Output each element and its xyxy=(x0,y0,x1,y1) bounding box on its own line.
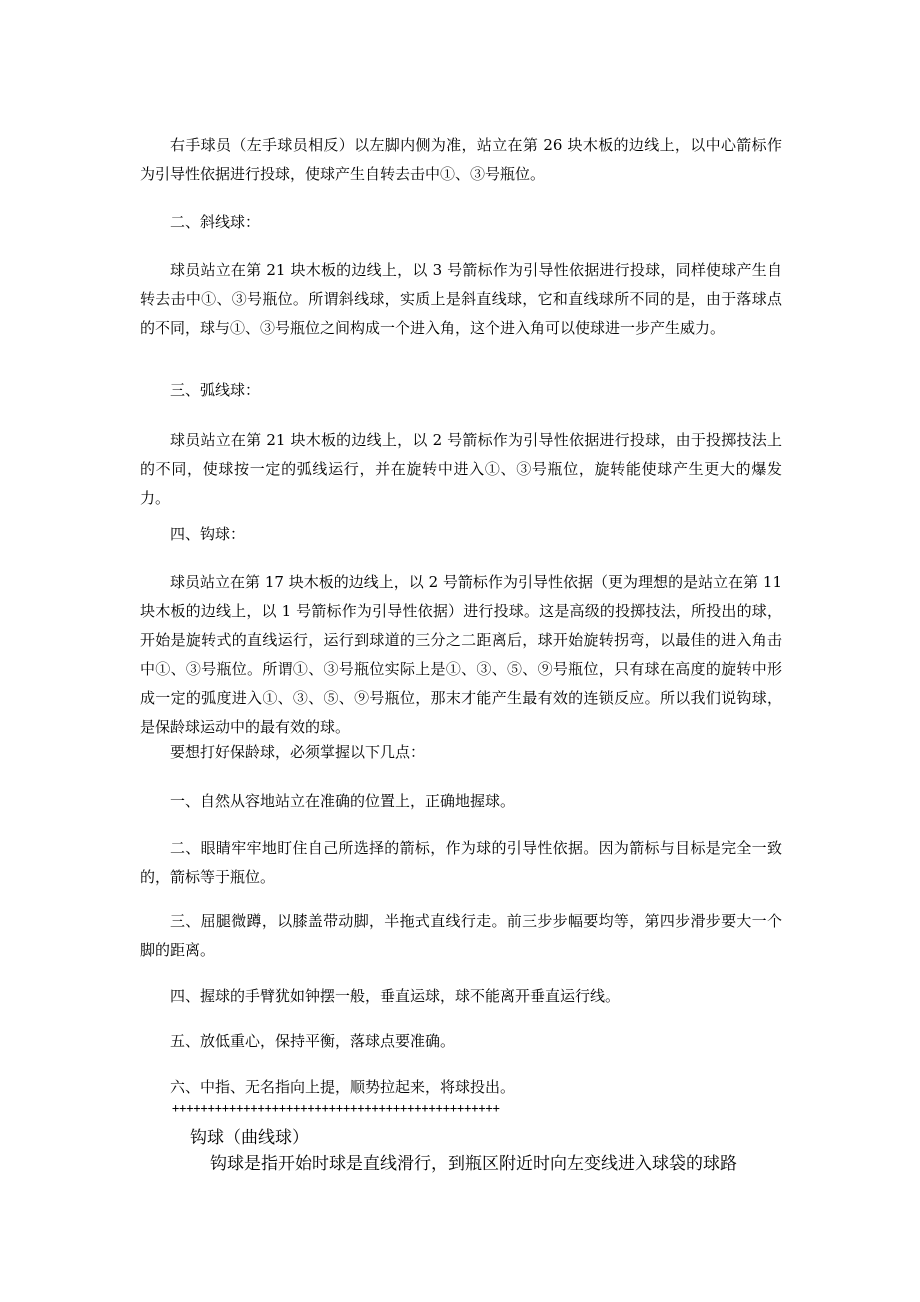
paragraph-diagonal-ball: 球员站立在第 21 块木板的边线上，以 3 号箭标作为引导性依据进行投球，同样使球产生自转去击中①、③号瓶位。所谓斜线球，实质上是斜直线球，它和直线球所不同的是，由于落球点的不同，球与①、③号瓶位之间构成一个进入角，这个进入角可以使球进一步产生威力。 xyxy=(140,261,782,337)
point-five: 五、放低重心，保持平衡，落球点要准确。 xyxy=(170,1032,456,1050)
section-title-hook: 钩球（曲线球） xyxy=(190,1128,309,1148)
paragraph-straight-ball: 右手球员（左手球员相反）以左脚内侧为准，站立在第 26 块木板的边线上，以中心箭标作为引导性依据进行投球，使球产生自转去击中①、③号瓶位。 xyxy=(140,136,782,183)
separator-line: ++++++++++++++++++++++++++++++++++++++++++++++ xyxy=(172,1101,500,1115)
point-six: 六、中指、无名指向上提，顺势拉起来，将球投出。 xyxy=(170,1078,516,1096)
section-body-hook: 钩球是指开始时球是直线滑行，到瓶区附近时向左变线进入球袋的球路 xyxy=(210,1154,737,1174)
paragraph-hook-ball: 球员站立在第 17 块木板的边线上，以 2 号箭标作为引导性依据（更为理想的是站立在第 11 块木板的边线上，以 1 号箭标作为引导性依据）进行投球。这是高级的投掷技法，所投出的球，开始是旋转式的直线运行，运行到球道的三分之二距离后，球开始旋转拐弯，以最佳的进入角击中①、③号瓶位。所谓①、③号瓶位实际上是①、③、⑤、⑨号瓶位，只有球在高度的旋转中形成一定的弧度进入①、③、⑤、⑨号瓶位，那末才能产生最有效的连锁反应。所以我们说钩球，是保龄球运动中的最有效的球。 xyxy=(140,573,782,736)
heading-key-points: 要想打好保龄球，必须掌握以下几点： xyxy=(170,743,426,761)
point-three: 三、屈腿微蹲，以膝盖带动脚，半拖式直线行走。前三步步幅要均等，第四步滑步要大一个脚的距离。 xyxy=(140,912,782,959)
point-two: 二、眼睛牢牢地盯住自己所选择的箭标，作为球的引导性依据。因为箭标与目标是完全一致的，箭标等于瓶位。 xyxy=(140,839,782,886)
point-four: 四、握球的手臂犹如钟摆一般，垂直运球，球不能离开垂直运行线。 xyxy=(170,987,621,1005)
heading-diagonal-ball: 二、斜线球： xyxy=(170,213,261,231)
heading-hook-ball: 四、钩球： xyxy=(170,525,246,543)
paragraph-arc-ball: 球员站立在第 21 块木板的边线上，以 2 号箭标作为引导性依据进行投球，由于投掷技法上的不同，使球按一定的弧线运行，并在旋转中进入①、③号瓶位，旋转能使球产生更大的爆发力。 xyxy=(140,431,782,507)
heading-arc-ball: 三、弧线球： xyxy=(170,381,261,399)
point-one: 一、自然从容地站立在准确的位置上，正确地握球。 xyxy=(170,792,516,810)
